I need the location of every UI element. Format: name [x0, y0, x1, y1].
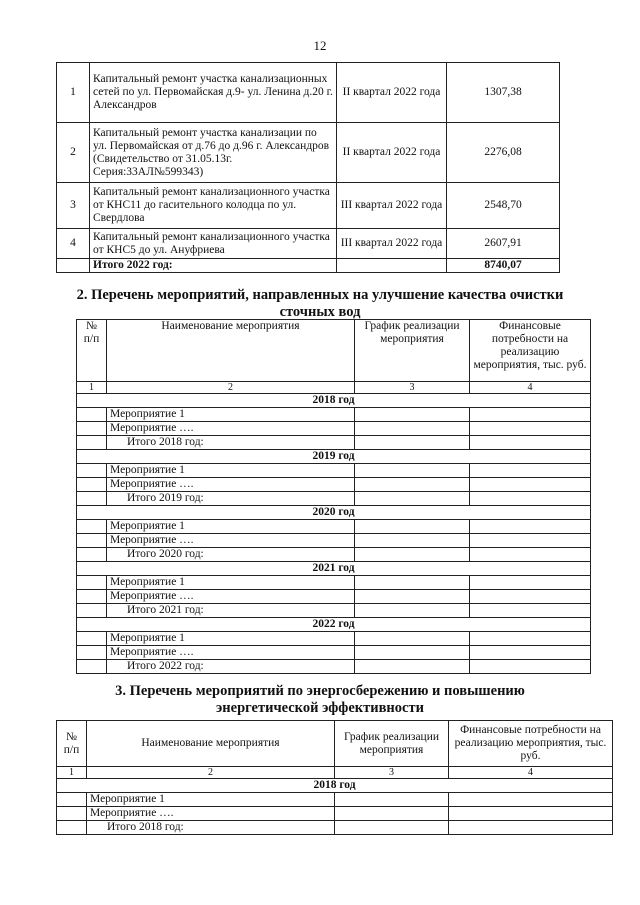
project-period: II квартал 2022 года [337, 123, 447, 183]
table-energy-measures [56, 720, 613, 835]
measure-name: Мероприятие 1 [107, 464, 355, 478]
header-name: Наименование мероприятия [107, 320, 355, 382]
project-name: Капитальный ремонт канализационного участка от КНС11 до гасительного колодца по ул. Свердлова [90, 183, 337, 229]
project-name: Капитальный ремонт канализационного участка от КНС5 до ул. Ануфриева [90, 229, 337, 259]
table-header-row [57, 721, 613, 767]
measure-name: Мероприятие 1 [107, 632, 355, 646]
year-label: 2018 год [57, 779, 613, 793]
table-row [77, 408, 591, 422]
table-row [77, 646, 591, 660]
table-row [77, 436, 591, 450]
year-row [57, 779, 613, 793]
table-row [77, 492, 591, 506]
row-number: 2 [57, 123, 90, 183]
year-row [77, 394, 591, 408]
table-2022-projects [56, 62, 560, 273]
table-header-row [77, 320, 591, 382]
measure-name: Мероприятие …. [107, 590, 355, 604]
year-total-label: Итого 2019 год: [107, 492, 355, 506]
column-number: 2 [107, 382, 355, 394]
measure-name: Мероприятие 1 [107, 576, 355, 590]
measure-name: Мероприятие …. [107, 646, 355, 660]
measure-name: Мероприятие 1 [87, 793, 335, 807]
row-number: 4 [57, 229, 90, 259]
table-row [77, 520, 591, 534]
column-number: 1 [77, 382, 107, 394]
column-number: 4 [449, 767, 613, 779]
table-wastewater-measures [76, 319, 591, 674]
column-number: 3 [335, 767, 449, 779]
section-2-title [0, 287, 640, 321]
total-value: 8740,07 [447, 259, 560, 273]
year-row [77, 562, 591, 576]
column-number: 1 [57, 767, 87, 779]
measure-name: Мероприятие …. [107, 478, 355, 492]
section-3-title [0, 683, 640, 717]
column-number: 2 [87, 767, 335, 779]
year-label: 2018 год [77, 394, 591, 408]
project-period: III квартал 2022 года [337, 229, 447, 259]
header-finance: Финансовые потребности на реализацию мероприятия, тыс. руб. [449, 721, 613, 767]
year-total-label: Итого 2021 год: [107, 604, 355, 618]
year-label: 2021 год [77, 562, 591, 576]
table-row [77, 548, 591, 562]
table-row [57, 123, 560, 183]
column-number-row [57, 767, 613, 779]
table-row [57, 807, 613, 821]
row-number: 3 [57, 183, 90, 229]
project-name: Капитальный ремонт участка канализации по ул. Первомайская от д.76 до д.96 г. Александров (Свидетельство от 31.05.13г. Серия:33АЛ№599343) [90, 123, 337, 183]
project-amount: 2607,91 [447, 229, 560, 259]
row-number: 1 [57, 63, 90, 123]
project-amount: 2548,70 [447, 183, 560, 229]
header-schedule: График реализации мероприятия [335, 721, 449, 767]
project-period: III квартал 2022 года [337, 183, 447, 229]
table-row [57, 821, 613, 835]
table-row [77, 632, 591, 646]
header-name: Наименование мероприятия [87, 721, 335, 767]
section-3-title-line1: 3. Перечень мероприятий по энергосбережению и повышению [115, 683, 525, 699]
table-row [57, 63, 560, 123]
table-row [57, 183, 560, 229]
section-2-title-line2: сточных вод [279, 304, 361, 320]
year-label: 2019 год [77, 450, 591, 464]
measure-name: Мероприятие …. [107, 534, 355, 548]
table-row [77, 590, 591, 604]
measure-name: Мероприятие 1 [107, 408, 355, 422]
header-num: № п/п [57, 721, 87, 767]
table-row [57, 229, 560, 259]
project-period: II квартал 2022 года [337, 63, 447, 123]
measure-name: Мероприятие 1 [107, 520, 355, 534]
year-total-label: Итого 2018 год: [87, 821, 335, 835]
header-num: № п/п [77, 320, 107, 382]
section-2-title-line1: 2. Перечень мероприятий, направленных на улучшение качества очистки [76, 287, 564, 303]
table-row [77, 422, 591, 436]
year-total-label: Итого 2018 год: [107, 436, 355, 450]
year-label: 2022 год [77, 618, 591, 632]
year-label: 2020 год [77, 506, 591, 520]
header-finance: Финансовые потребности на реализацию мероприятия, тыс. руб. [470, 320, 591, 382]
table-row [77, 534, 591, 548]
project-amount: 1307,38 [447, 63, 560, 123]
column-number: 4 [470, 382, 591, 394]
year-row [77, 618, 591, 632]
table-row [77, 660, 591, 674]
table-row [77, 604, 591, 618]
year-row [77, 450, 591, 464]
header-schedule: График реализации мероприятия [355, 320, 470, 382]
project-amount: 2276,08 [447, 123, 560, 183]
year-row [77, 506, 591, 520]
total-label: Итого 2022 год: [90, 259, 337, 273]
table-row [77, 464, 591, 478]
table-row [77, 576, 591, 590]
page-number: 12 [313, 38, 327, 53]
section-3-title-line2: энергетической эффективности [216, 700, 424, 716]
project-name: Капитальный ремонт участка канализационных сетей по ул. Первомайская д.9- ул. Ленина д.20 г. Александров [90, 63, 337, 123]
measure-name: Мероприятие …. [87, 807, 335, 821]
table-row [57, 793, 613, 807]
total-row [57, 259, 560, 273]
measure-name: Мероприятие …. [107, 422, 355, 436]
year-total-label: Итого 2020 год: [107, 548, 355, 562]
column-number: 3 [355, 382, 470, 394]
table-row [77, 478, 591, 492]
year-total-label: Итого 2022 год: [107, 660, 355, 674]
column-number-row [77, 382, 591, 394]
